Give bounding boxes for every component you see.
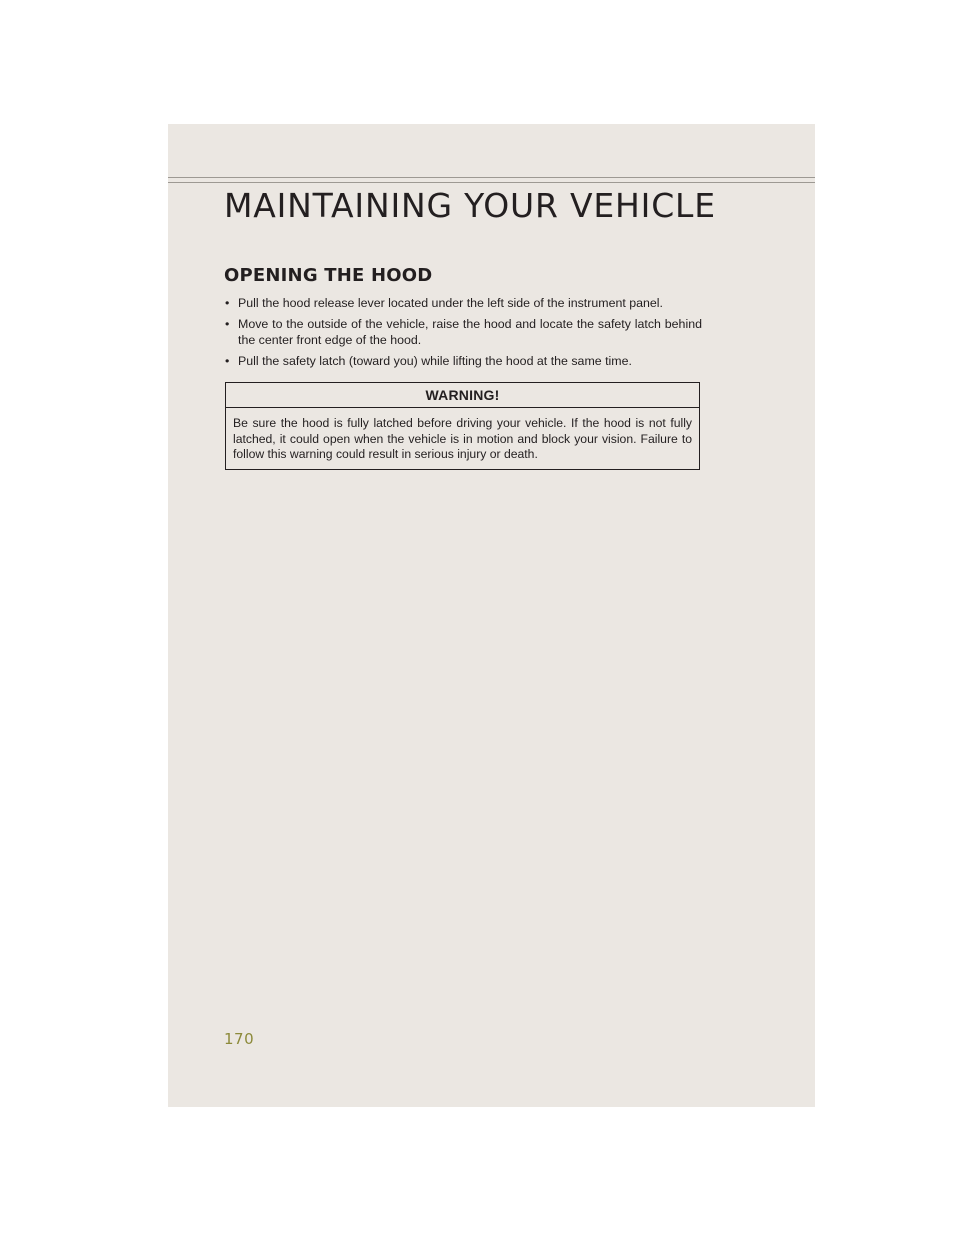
list-item-text: Move to the outside of the vehicle, raise the hood and locate the safety latch behind the center front edge of the hood. <box>238 317 702 347</box>
list-item <box>224 316 702 348</box>
bullet-icon: • <box>225 317 230 331</box>
header-rule-bottom <box>168 182 815 183</box>
section-heading: OPENING THE HOOD <box>224 265 433 286</box>
instruction-list <box>224 295 702 374</box>
bullet-icon: • <box>225 354 230 368</box>
header-rule-top <box>168 177 815 178</box>
list-item-text: Pull the safety latch (toward you) while lifting the hood at the same time. <box>238 354 632 368</box>
list-item-text: Pull the hood release lever located under the left side of the instrument panel. <box>238 296 663 310</box>
list-item <box>224 295 702 311</box>
bullet-icon: • <box>225 296 230 310</box>
page-number: 170 <box>224 1030 255 1048</box>
warning-title: WARNING! <box>226 383 699 408</box>
list-item <box>224 353 702 369</box>
chapter-title: MAINTAINING YOUR VEHICLE <box>224 186 716 225</box>
warning-text: Be sure the hood is fully latched before driving your vehicle. If the hood is not fully latched, it could open when the vehicle is in motion and block your vision. Failure to follow this warning could result in serious injury or death. <box>233 416 692 461</box>
warning-box <box>225 382 700 470</box>
manual-page <box>168 124 815 1107</box>
